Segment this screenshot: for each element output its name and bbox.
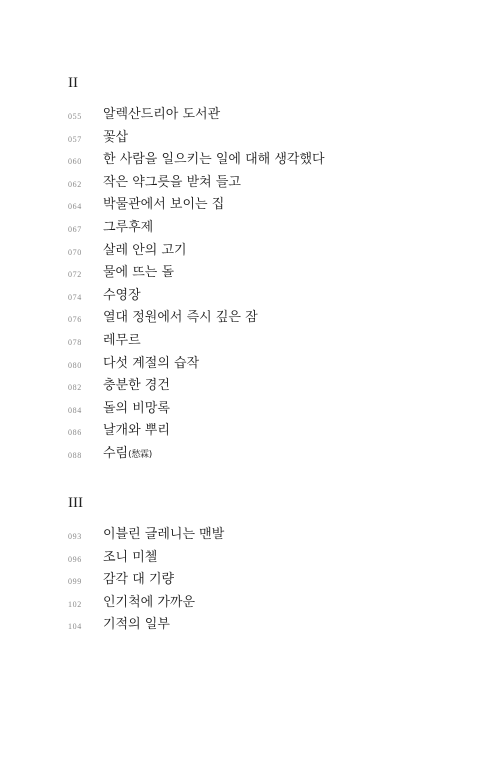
toc-entry[interactable] — [0, 196, 500, 219]
toc-title: 살레 안의 고기 — [103, 242, 187, 258]
toc-title: 수영장 — [103, 287, 141, 303]
toc-page-number: 078 — [68, 337, 82, 347]
toc-title: 물에 뜨는 돌 — [103, 265, 175, 281]
toc-list — [0, 526, 500, 639]
toc-entry[interactable] — [0, 571, 500, 594]
toc-title: 열대 정원에서 즉시 깊은 잠 — [103, 310, 258, 326]
toc-entry[interactable] — [0, 309, 500, 332]
toc-title: 돌의 비망록 — [103, 400, 170, 416]
toc-page-number: 076 — [68, 315, 82, 325]
toc-page-number: 088 — [68, 450, 82, 460]
toc-page-number: 102 — [68, 599, 82, 609]
toc-title: 다섯 계절의 습작 — [103, 355, 200, 371]
toc-entry[interactable] — [0, 355, 500, 378]
toc-title: 기적의 일부 — [103, 617, 170, 633]
toc-page-number: 067 — [68, 224, 82, 234]
toc-page-number: 055 — [68, 112, 82, 121]
toc-page-number: 082 — [68, 383, 82, 393]
toc-entry[interactable] — [0, 106, 500, 129]
toc-page-number: 072 — [68, 270, 82, 280]
toc-title — [103, 445, 152, 464]
toc-title: 꽃삽 — [103, 129, 129, 145]
toc-entry[interactable] — [0, 422, 500, 445]
toc-title: 알렉산드리아 도서관 — [103, 107, 221, 122]
toc-page-number: 104 — [68, 622, 82, 632]
toc-title: 한 사람을 일으키는 일에 대해 생각했다 — [103, 152, 325, 168]
toc-page-number: 070 — [68, 247, 82, 257]
toc-entry[interactable] — [0, 377, 500, 400]
toc-entry[interactable] — [0, 219, 500, 242]
toc-title: 인기척에 가까운 — [103, 594, 196, 610]
toc-page-number: 099 — [68, 577, 82, 587]
toc-title: 작은 약그릇을 받쳐 들고 — [103, 174, 241, 190]
toc-page-number: 060 — [68, 157, 82, 167]
toc-title: 조니 미첼 — [103, 549, 158, 565]
toc-page-number: 062 — [68, 179, 82, 189]
toc-page-number: 084 — [68, 405, 82, 415]
toc-entry[interactable] — [0, 174, 500, 197]
toc-entry[interactable] — [0, 445, 500, 468]
toc-entry[interactable] — [0, 129, 500, 152]
toc-entry[interactable] — [0, 264, 500, 287]
toc-title-main: 수림 — [103, 445, 129, 461]
toc-title: 감각 대 기량 — [103, 572, 175, 588]
toc-entry[interactable] — [0, 549, 500, 572]
toc-page-number: 096 — [68, 554, 82, 564]
toc-title: 그루후제 — [103, 219, 154, 235]
toc-page-number: 086 — [68, 428, 82, 438]
toc-entry[interactable] — [0, 242, 500, 265]
toc-list — [0, 106, 500, 468]
toc-title: 이블린 글레니는 맨발 — [103, 527, 225, 542]
toc-entry[interactable] — [0, 616, 500, 639]
toc-title-hanja: (愁霖) — [128, 449, 152, 460]
toc-page-number: 057 — [68, 134, 82, 144]
toc-page-number: 074 — [68, 292, 82, 302]
toc-entry[interactable] — [0, 287, 500, 310]
toc-page-number: 080 — [68, 360, 82, 370]
toc-title: 날개와 뿌리 — [103, 423, 170, 439]
toc-page-number: 064 — [68, 202, 82, 212]
toc-entry[interactable] — [0, 594, 500, 617]
toc-entry[interactable] — [0, 400, 500, 423]
toc-title: 박물관에서 보이는 집 — [103, 197, 225, 213]
toc-title: 충분한 경건 — [103, 378, 170, 394]
part-heading: II — [68, 75, 78, 91]
toc-title: 레무르 — [103, 332, 141, 348]
toc-entry[interactable] — [0, 332, 500, 355]
toc-entry[interactable] — [0, 526, 500, 549]
toc-entry[interactable] — [0, 151, 500, 174]
toc-page-number: 093 — [68, 532, 82, 541]
part-heading: III — [68, 495, 83, 511]
